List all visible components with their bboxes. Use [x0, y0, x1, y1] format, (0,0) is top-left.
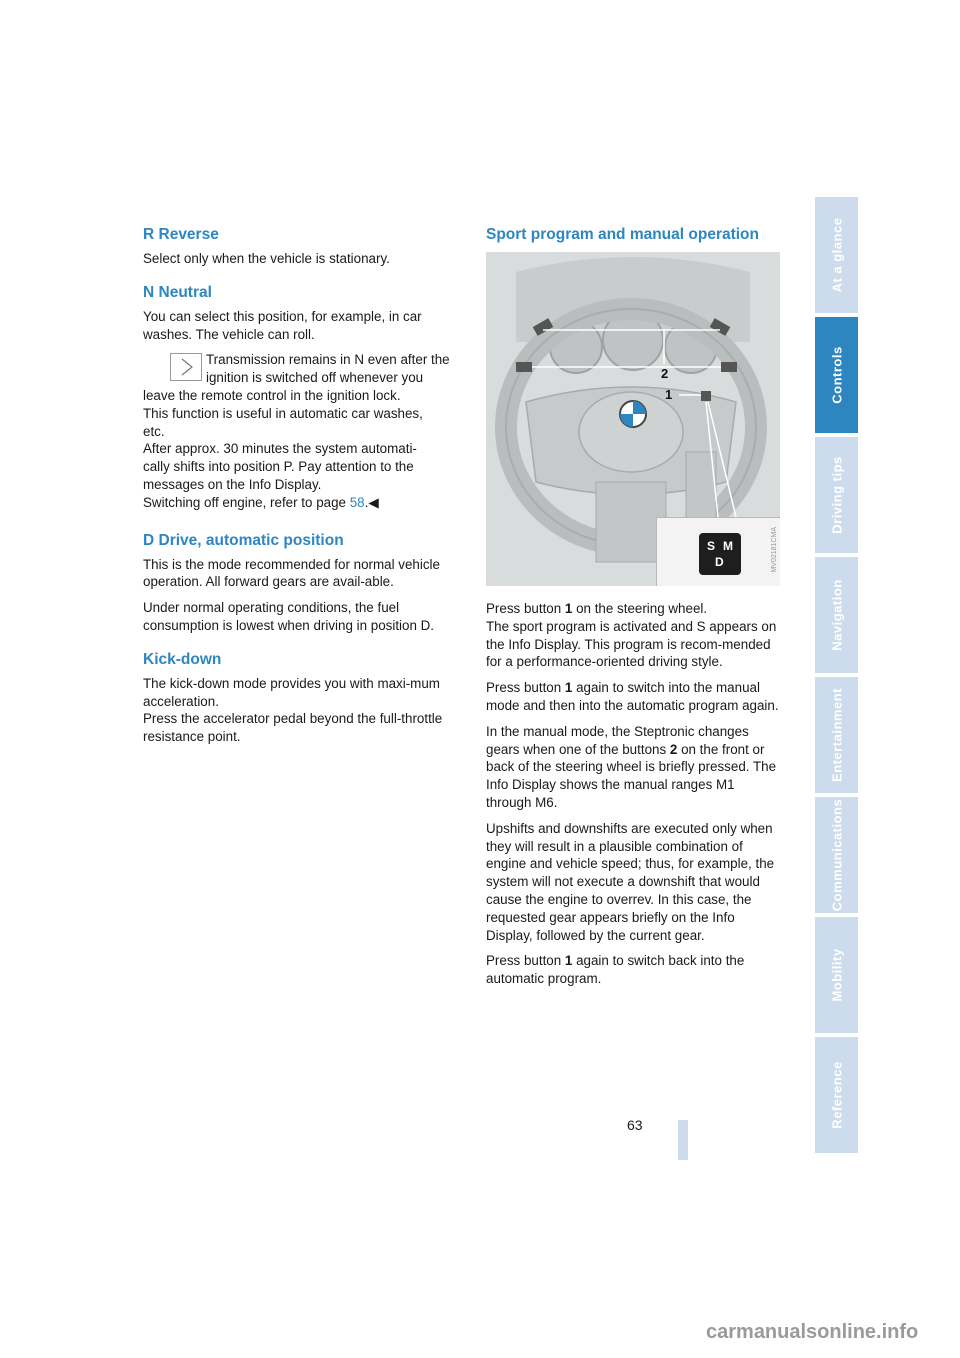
tab-mobility[interactable]: Mobility	[815, 917, 858, 1035]
callout-1: 1	[665, 387, 673, 402]
right-column	[486, 226, 782, 996]
note-block	[143, 351, 465, 511]
page-marker-bar	[678, 1120, 688, 1160]
drive-text-1: This is the mode recommended for normal vehicle operation. All forward gears are avail-able.	[143, 556, 440, 590]
sport-text-2: Press button 1 again to switch into the manual mode and then into the automatic program again.	[486, 680, 779, 713]
section-reverse	[143, 226, 465, 268]
reverse-text: Select only when the vehicle is stationary.	[143, 251, 390, 266]
tab-entertainment[interactable]: Entertainment	[815, 677, 858, 795]
sport-text-1: Press button 1 on the steering wheel. The sport program is activated and S appears on the Info Display. This program is recom-mended for a performance-oriented driving style.	[486, 601, 777, 670]
heading-neutral: N Neutral	[143, 283, 212, 301]
heading-drive: D Drive, automatic position	[143, 531, 344, 549]
chapter-tabs	[815, 197, 858, 1160]
watermark: carmanualsonline.info	[706, 1321, 919, 1343]
section-neutral	[143, 284, 465, 512]
drive-text-2: Under normal operating conditions, the fuel consumption is lowest when driving in position D.	[143, 600, 435, 633]
sport-text-5: Press button 1 again to switch back into the automatic program.	[486, 953, 745, 987]
heading-reverse: R Reverse	[143, 226, 219, 243]
heading-sport: Sport program and manual operation	[486, 226, 759, 243]
tab-driving-tips[interactable]: Driving tips	[815, 437, 858, 555]
tab-at-a-glance[interactable]: At a glance	[815, 197, 858, 315]
figure-code: MV02181CMA	[771, 527, 778, 573]
play-triangle-icon	[170, 353, 202, 381]
callout-2: 2	[661, 366, 669, 381]
steering-wheel-figure	[486, 252, 780, 586]
neutral-text: You can select this position, for example, in car washes. The vehicle can roll.	[143, 308, 422, 342]
section-kickdown	[143, 651, 465, 746]
page-link-58[interactable]: 58	[349, 494, 365, 510]
heading-kickdown: Kick-down	[143, 650, 222, 668]
section-drive	[143, 532, 465, 635]
tab-communications[interactable]: Communications	[815, 797, 858, 915]
sport-manual-button-icon: S M D	[699, 533, 741, 575]
tab-navigation[interactable]: Navigation	[815, 557, 858, 675]
button-inset	[656, 517, 780, 586]
page-number: 63	[627, 1117, 643, 1133]
tab-controls[interactable]: Controls	[815, 317, 858, 435]
sport-text-3: In the manual mode, the Steptronic changes gears when one of the buttons 2 on the front or back of the steering wheel is briefly pressed. The Info Display shows the manual ranges M1 through M6.	[486, 723, 777, 810]
note-text: Transmission remains in N even after the ignition is switched off whenever you leave the remote control in the ignition lock. This function is useful in automatic car washes, etc. After approx. 30 minutes the system automati- cally shifts into position P. Pay attention to the messages on the Info Display. Switching off engine, refer to page 58.◀	[143, 352, 450, 510]
left-column	[143, 226, 465, 762]
kickdown-text: The kick-down mode provides you with maxi-mum acceleration. Press the accelerator pedal beyond the full-throttle resistance point.	[143, 675, 443, 745]
sport-text-4: Upshifts and downshifts are executed only when they will result in a plausible combination of engine and vehicle speed; thus, for example, the system will not execute a downshift that would cause the engine to overrev. In this case, the requested gear appears briefly on the Info Display, followed by the current gear.	[486, 820, 775, 943]
tab-reference[interactable]: Reference	[815, 1037, 858, 1155]
